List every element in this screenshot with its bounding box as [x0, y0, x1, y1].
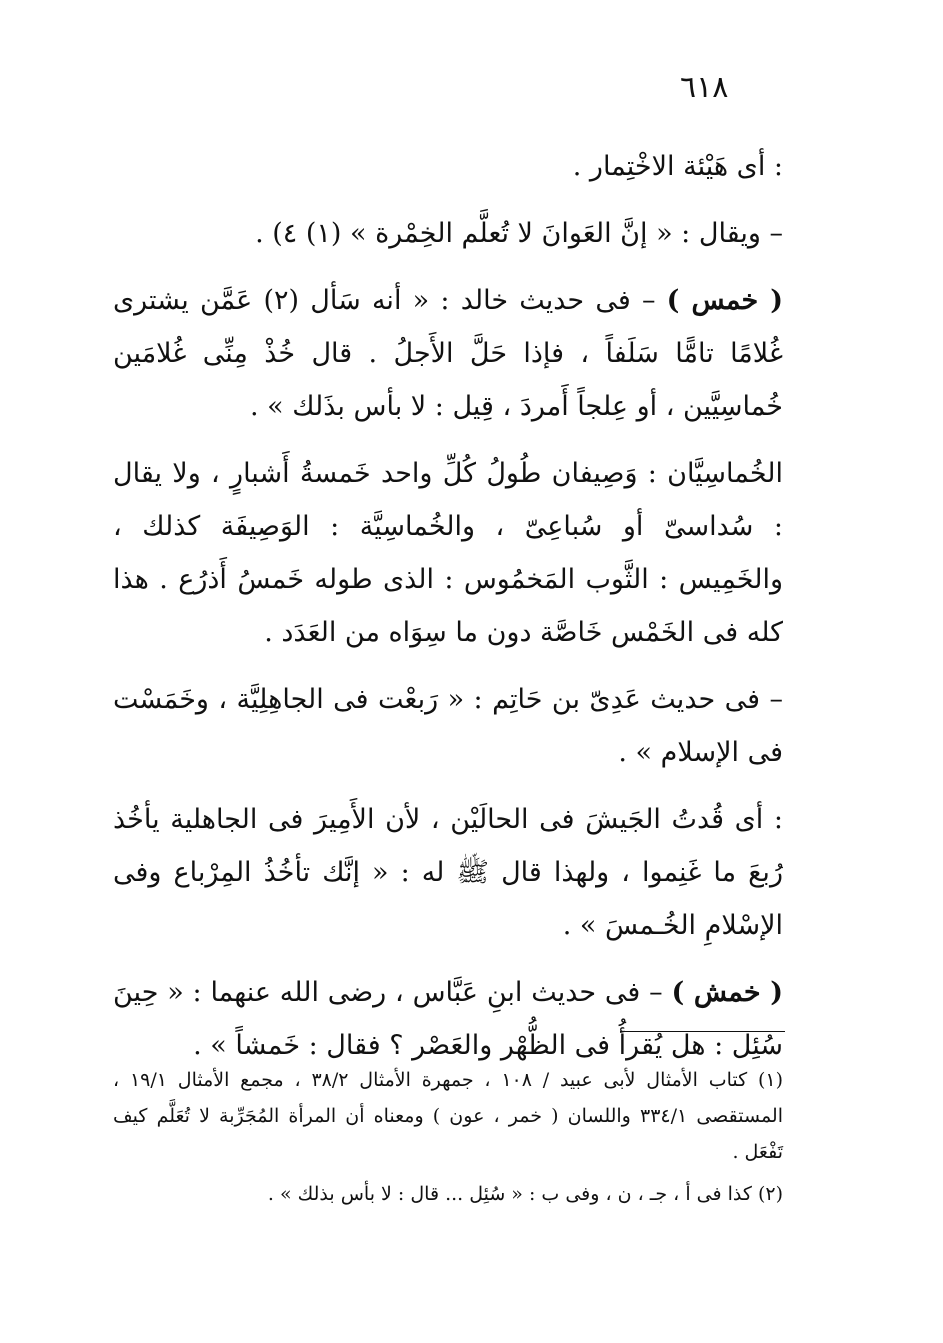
paragraph-text: : أى هَيْئة الاخْتِمار .	[572, 151, 783, 182]
entry-heading: ( خمش )	[671, 977, 783, 1008]
page-number: ٦١٨	[680, 70, 729, 105]
paragraph-text: الخُماسِيَّان : وَصِيفان طُولُ كُلِّ واحد خَمسةُ أَشبارٍ ، ولا يقال : سُداسىّ أو سُباعِىّ ، والخُماسِيَّة : الوَصِيفَة كذلك ، والخَمِيس : الثَّوب المَخمُوس : الذى طوله خَمسُ أَذرُع . هذا كله فى الخَمْس خَاصَّة دون ما سِوَاه من العَدَد .	[113, 458, 783, 648]
paragraph	[113, 274, 783, 433]
entry-heading: ( خمس )	[666, 285, 783, 316]
paragraph	[113, 140, 783, 193]
footnote-divider	[620, 1031, 785, 1032]
footnote: (١) كتاب الأمثال لأبى عبيد / ١٠٨ ، جمهرة الأمثال ٣٨/٢ ، مجمع الأمثال ١٩/١ ، المستقصى ٣٣٤/١ واللسان ( خمر ، عون ) ومعناه أن المرأة المُجَرِّبة لا تُعَلَّم كيف تَفْعَل .	[113, 1069, 784, 1163]
paragraph-text: – ويقال : « إنَّ العَوانَ لا تُعلَّم الخِمْرة » (١) ٤) .	[255, 218, 783, 249]
paragraph	[113, 793, 783, 952]
paragraph-text: – فى حديث ابنِ عَبَّاس ، رضى الله عنهما : « حِينَ سُئِل : هل يُقرأُ فى الظُّهْر والعَصْر ؟ فقال : خَمشاً » .	[113, 977, 783, 1061]
footnote: (٢) كذا فى أ ، جـ ، ن ، وفى ب : « سُئِل ... قال : لا بأس بذلك » .	[267, 1183, 783, 1205]
paragraph-text: – فى حديث عَدِىّ بن حَاتِم : « رَبعْت فى الجاهِلِيَّة ، وخَمَسْت فى الإسلام » .	[113, 684, 783, 768]
paragraph-text: : أى قُدتُ الجَيشَ فى الحالَيْن ، لأن الأَمِيرَ فى الجاهلية يأخُذ رُبعَ ما غَنِموا ، ولهذا قال ﷺ له : « إنَّك تأخُذُ المِرْباع وفى الإسْلامِ الخُـمسَ » .	[113, 804, 783, 941]
paragraph	[113, 673, 783, 779]
main-text	[113, 140, 783, 1086]
paragraph	[113, 447, 783, 659]
footnotes	[113, 1062, 783, 1218]
paragraph	[113, 207, 783, 260]
paragraph	[113, 966, 783, 1072]
paragraph-text: – فى حديث خالد : « أنه سَأل (٢) عَمَّن يشترى غُلامًا تامًّا سَلَفاً ، فإذا حَلَّ الأَجلُ . قال خُذْ مِنِّى غُلامَين خُماسِيَّين ، أو عِلجاً أَمردَ ، قِيل : لا بأس بذَلك » .	[113, 285, 783, 422]
